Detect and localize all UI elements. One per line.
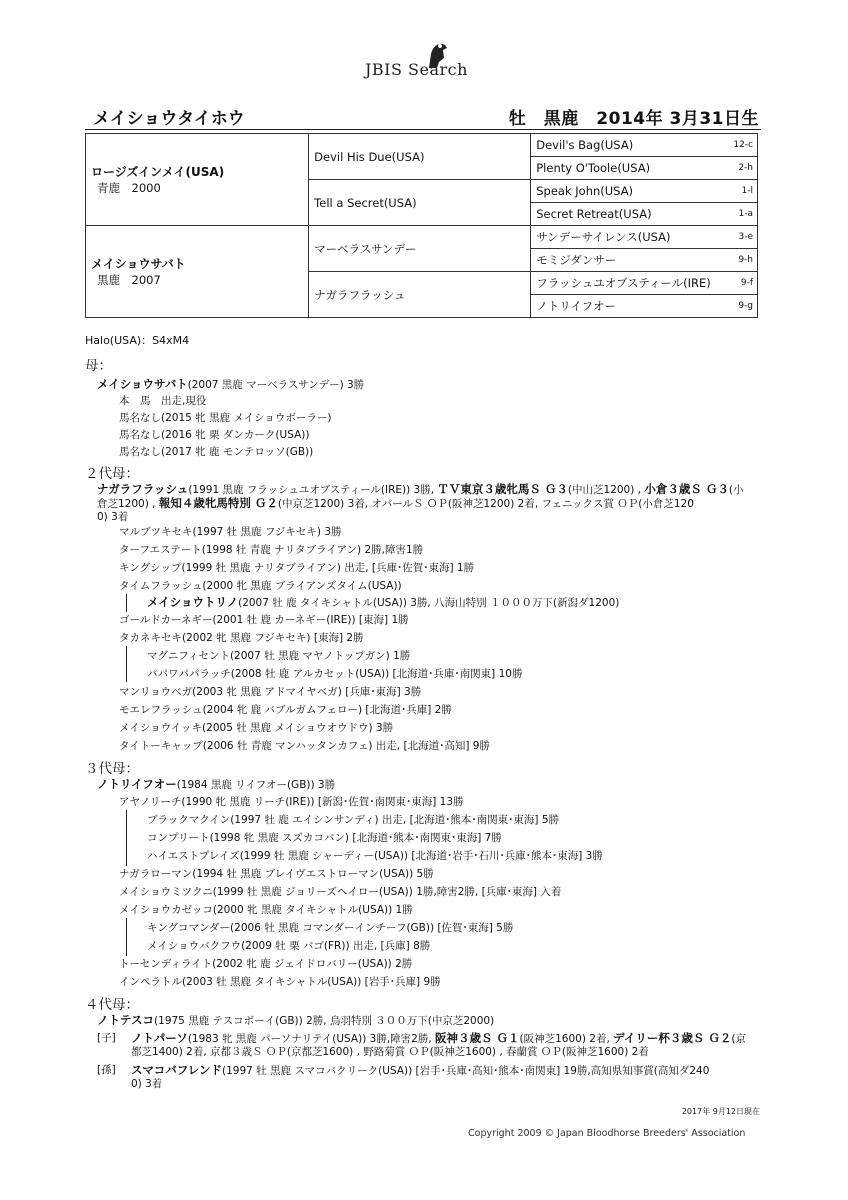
horse-name-bold: ナガラフラッシュ	[97, 482, 189, 496]
horse-name-bold: ノトリイフオー	[97, 777, 177, 791]
gen3-name: フラッシュユオブスティール(IRE)	[531, 272, 719, 295]
gen3-name: Devil's Bag(USA)	[531, 134, 719, 157]
line: モエレフラッシュ(2004 牝 鹿 バブルガムフェロー) [北海道･兵庫] 2勝	[119, 704, 452, 716]
section-gen4: ４代母：	[85, 997, 139, 1013]
gen3-name: サンデーサイレンス(USA)	[531, 226, 719, 249]
line-text: (1983 牝 黒鹿 パーソナリテイ(USA)) 3勝,障害2勝,	[187, 1033, 436, 1045]
line-indent	[147, 595, 619, 610]
race-bold: 小倉３歳Ｓ Ｇ３	[644, 482, 729, 496]
line-child-cont: 都芝1400) 2着, 京都３歳Ｓ ＯＰ(京都芝1600) , 野路菊賞 ＯＰ(阪神芝1600) , 春蘭賞 ＯＰ(阪神芝1600) 2着	[131, 1046, 649, 1058]
branch-bar	[126, 594, 127, 612]
branch-bar	[126, 810, 127, 866]
horse-name-bold: メイショウサバト	[97, 377, 188, 391]
line: メイショウカゼッコ(2000 牝 黒鹿 タイキシャトル(USA)) 1勝	[119, 904, 413, 916]
gen3-name: Plenty O'Toole(USA)	[531, 157, 719, 180]
gen3-name: モミジダンサー	[531, 249, 719, 272]
as-of-date: 2017年 9月12日現在	[681, 1107, 760, 1116]
line-text: (2007 黒鹿 マーベラスサンデー) 3勝	[187, 379, 365, 391]
line: ターフエステート(1998 牡 青鹿 ナリタブライアン) 2勝,障害1勝	[119, 544, 424, 556]
gen3-code: 3-e	[718, 226, 757, 249]
race-bold: デイリー杯３歳Ｓ Ｇ２	[613, 1031, 732, 1045]
gen3-code: 2-h	[718, 157, 757, 180]
horse-name-bold: メイショウトリノ	[147, 595, 239, 609]
gen3-code: 12-c	[718, 134, 757, 157]
horse-name-bold: ノトパーソ	[131, 1031, 188, 1045]
gen3-name: Secret Retreat(USA)	[531, 203, 719, 226]
horse-info: 牡 黒鹿 2014年 3月31日生	[508, 109, 759, 129]
gen2-cell: Tell a Secret(USA)	[309, 180, 531, 226]
line: 馬名なし(2016 牝 栗 ダンカーク(USA))	[119, 429, 310, 441]
branch-bar	[126, 646, 127, 682]
line-text: (中京芝1200) 3着, オパールＳ ＯＰ(阪神芝1200) 2着, フェニックス賞 ＯＰ(小倉芝120	[277, 498, 694, 510]
line-text: (1975 黒鹿 テスコボーイ(GB)) 2勝, 烏羽特別 ３００万下(中京芝2000)	[154, 1015, 495, 1027]
line-tag: [子]	[97, 1032, 116, 1044]
jbis-logo	[365, 38, 495, 86]
line-text: (1984 黒鹿 リイフオー(GB)) 3勝	[176, 779, 336, 791]
line: アヤノリーチ(1990 牝 黒鹿 リーチ(IRE)) [新潟･佐賀･南関東･東海] 13勝	[119, 796, 464, 808]
line: タイムフラッシュ(2000 牝 黒鹿 ブライアンズタイム(USA))	[119, 580, 402, 592]
line-mother	[97, 377, 364, 392]
horse-name-bold: ノトテスコ	[97, 1013, 155, 1027]
race-bold: ＴＶ東京３歳牝馬Ｓ Ｇ３	[437, 482, 568, 496]
line-indent: マグニフィセント(2007 牡 黒鹿 マヤノトップガン) 1勝	[147, 650, 411, 662]
line: キングシップ(1999 牡 黒鹿 ナリタブライアン) 出走, [兵庫･佐賀･東海] 1勝	[119, 562, 475, 574]
section-gen3: ３代母：	[85, 761, 139, 777]
horse-name: メイショウタイホウ	[93, 109, 245, 129]
line-gen2-dam-cont	[97, 496, 694, 511]
gen3-code: 9-g	[718, 295, 757, 318]
line: メイショウミツクニ(1999 牡 黒鹿 ジョリーズヘイロー(USA)) 1勝,障害2勝, [兵庫･東海] 入着	[119, 886, 562, 898]
line: 馬名なし(2015 牝 黒鹿 メイショウボーラー)	[119, 412, 332, 424]
line-text: (1991 黒鹿 フラッシュユオブスティール(IRE)) 3勝,	[188, 484, 438, 496]
line: メイショウイッキ(2005 牡 黒鹿 メイショウオウドウ) 3勝	[119, 722, 394, 734]
line-indent: ハイエストプレイズ(1999 牡 黒鹿 シャーディー(USA)) [北海道･岩手･石川･兵庫･熊本･東海] 3勝	[147, 850, 603, 862]
line-text: (中山芝1200) ,	[567, 484, 645, 496]
section-mother: 母：	[85, 358, 112, 374]
line: マルブツキセキ(1997 牡 黒鹿 フジキセキ) 3勝	[119, 526, 342, 538]
gen2-cell: Devil His Due(USA)	[309, 134, 531, 180]
line-grandchild	[131, 1063, 709, 1078]
gen3-code: 1-a	[718, 203, 757, 226]
title-row	[85, 104, 761, 128]
line-gen2-dam-cont: 0) 3着	[97, 511, 129, 523]
dam-sub: 黒鹿 2007	[97, 273, 161, 287]
line: 本 馬 出走,現役	[119, 395, 207, 407]
line: ナガラローマン(1994 牡 黒鹿 ブレイヴエストローマン(USA)) 5勝	[119, 868, 434, 880]
horse-name-bold: スマコバフレンド	[131, 1063, 223, 1077]
gen3-code: 1-l	[718, 180, 757, 203]
line-text: (小	[728, 484, 744, 496]
line: 馬名なし(2017 牝 鹿 モンテロッソ(GB))	[119, 446, 314, 458]
branch-bar	[126, 918, 127, 956]
line-gen2-dam	[97, 482, 743, 497]
line: インペラトル(2003 牡 黒鹿 タイキシャトル(USA)) [岩手･兵庫] 9勝	[119, 976, 441, 988]
dam-name: メイショウサバト	[91, 257, 186, 271]
line-indent: コンプリート(1998 牝 黒鹿 スズカコバン) [北海道･熊本･南関東･東海] 7勝	[147, 832, 502, 844]
dam-cell	[86, 226, 309, 318]
line-gen4-dam	[97, 1013, 494, 1028]
gen2-cell: ナガラフラッシュ	[309, 272, 531, 318]
line: タカネキセキ(2002 牝 黒鹿 フジキセキ) [東海] 2勝	[119, 632, 364, 644]
gen3-code: 9-h	[718, 249, 757, 272]
logo-text: JBIS Search	[365, 60, 468, 79]
inbreeding-note: Halo(USA)：S4xM4	[85, 334, 190, 347]
sire-cell	[86, 134, 309, 226]
line-indent: パパワパパラッチ(2008 牡 鹿 アルカセット(USA)) [北海道･兵庫･南関東] 10勝	[147, 668, 523, 680]
line-indent: キングコマンダー(2006 牡 黒鹿 コマンダーインチーフ(GB)) [佐賀･東海] 5勝	[147, 922, 514, 934]
line-indent: メイショウバクフウ(2009 牡 栗 バゴ(FR)) 出走, [兵庫] 8勝	[147, 940, 431, 952]
line-tag: [孫]	[97, 1064, 116, 1076]
pedigree-table	[85, 133, 758, 318]
line: タイトーキャップ(2006 牡 青鹿 マンハッタンカフェ) 出走, [北海道･高知] 9勝	[119, 740, 490, 752]
race-bold: 報知４歳牝馬特別 Ｇ２	[158, 496, 278, 510]
line: マンリョウベガ(2003 牝 黒鹿 アドマイヤベガ) [兵庫･東海] 3勝	[119, 686, 422, 698]
line-text: 倉芝1200) ,	[97, 498, 159, 510]
section-gen2: ２代母：	[85, 466, 139, 482]
sire-sub: 青鹿 2000	[97, 181, 161, 195]
line-child	[131, 1031, 746, 1046]
race-bold: 阪神３歳Ｓ Ｇ１	[435, 1031, 520, 1045]
sire-name: ロージズインメイ(USA)	[91, 165, 225, 179]
line: トーセンディライト(2002 牝 鹿 ジェイドロバリー(USA)) 2勝	[119, 958, 413, 970]
line: ゴールドカーネギー(2001 牡 鹿 カーネギー(IRE)) [東海] 1勝	[119, 614, 409, 626]
copyright: Copyright 2009 © Japan Bloodhorse Breeders' Association	[468, 1128, 746, 1139]
gen2-cell: マーベラスサンデー	[309, 226, 531, 272]
line-text: (1997 牡 黒鹿 スマコバクリーク(USA)) [岩手･兵庫･高知･熊本･南関東] 19勝,高知県知事賞(高知ダ240	[222, 1065, 710, 1077]
gen3-name: Speak John(USA)	[531, 180, 719, 203]
line-text: (阪神芝1600) 2着,	[519, 1033, 614, 1045]
line-text: (2007 牡 鹿 タイキシャトル(USA)) 3勝, 八海山特別 １０００万下(新潟ダ1200)	[238, 597, 620, 609]
gen3-name: ノトリイフオー	[531, 295, 719, 318]
line-indent: ブラックマクイン(1997 牡 鹿 エイシンサンディ) 出走, [北海道･熊本･南関東･東海] 5勝	[147, 814, 560, 826]
line-gen3-dam	[97, 777, 335, 792]
title-divider	[85, 129, 761, 130]
line-text: (京	[731, 1033, 746, 1045]
line-grandchild-cont: 0) 3着	[131, 1078, 163, 1090]
gen3-code: 9-f	[718, 272, 757, 295]
